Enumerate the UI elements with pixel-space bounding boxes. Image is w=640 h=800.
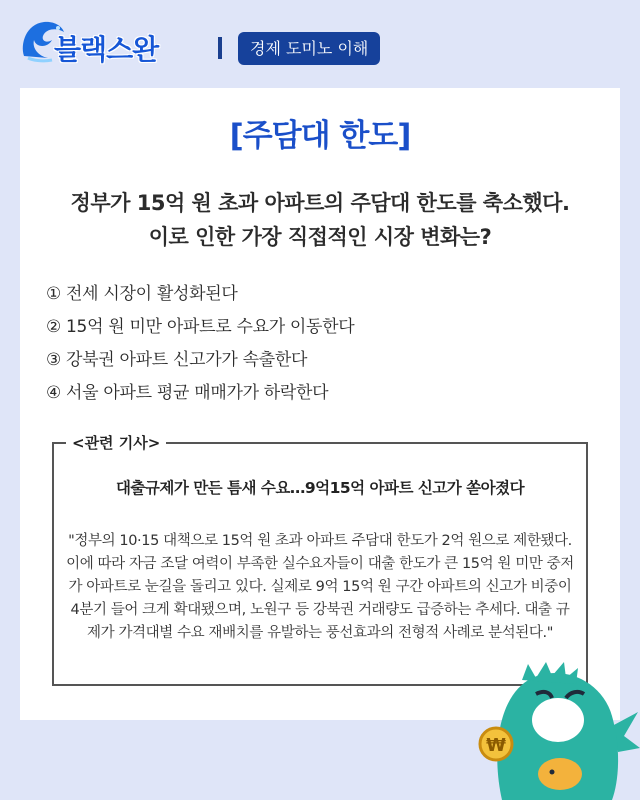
answer-options (46, 278, 606, 410)
article-body: "정부의 10·15 대책으로 15억 원 초과 아파트 주담대 한도가 2억 원으로 제한됐다. 이에 따라 자금 조달 여력이 부족한 실수요자들이 대출 한도가 큰 15억 원 미만 중저가 아파트로 눈길을 돌리고 있다. 실제로 9억 15억 원 구간 아파트의 신고가 비중이 4분기 들어 크게 확대됐으며, 노원구 등 강북권 거래량도 급증하는 추세다. 대출 규제가 가격대별 수요 재배치를 유발하는 풍선효과의 전형적 사례로 분석된다." (66, 533, 574, 641)
dinosaur-mascot-icon (462, 656, 640, 800)
category-badge: 경제 도미노 이해 (238, 32, 380, 65)
header-divider (218, 37, 222, 59)
related-article-box (52, 434, 588, 686)
question-line-2: 이로 인한 가장 직접적인 시장 변화는? (148, 225, 492, 249)
quiz-card (20, 88, 620, 720)
answer-option-3[interactable]: ③ 강북권 아파트 신고가가 속출한다 (46, 350, 308, 370)
article-label: <관련 기사> (66, 432, 166, 453)
header (18, 14, 618, 70)
coin-symbol: ₩ (486, 735, 506, 756)
answer-option-4[interactable]: ④ 서울 아파트 평균 매매가가 하락한다 (46, 383, 329, 403)
answer-option-2[interactable]: ② 15억 원 미만 아파트로 수요가 이동한다 (46, 317, 355, 337)
question-line-1: 정부가 15억 원 초과 아파트의 주담대 한도를 축소했다. (70, 191, 570, 215)
brand-logo-text: 블랙스완 (54, 33, 159, 66)
article-headline: 대출규제가 만든 틈새 수요…9억15억 아파트 신고가 쏟아졌다 (115, 479, 525, 497)
answer-option-1[interactable]: ① 전세 시장이 활성화된다 (46, 284, 238, 304)
quiz-question (20, 186, 620, 254)
quiz-title: [주담대 한도] (229, 118, 411, 154)
